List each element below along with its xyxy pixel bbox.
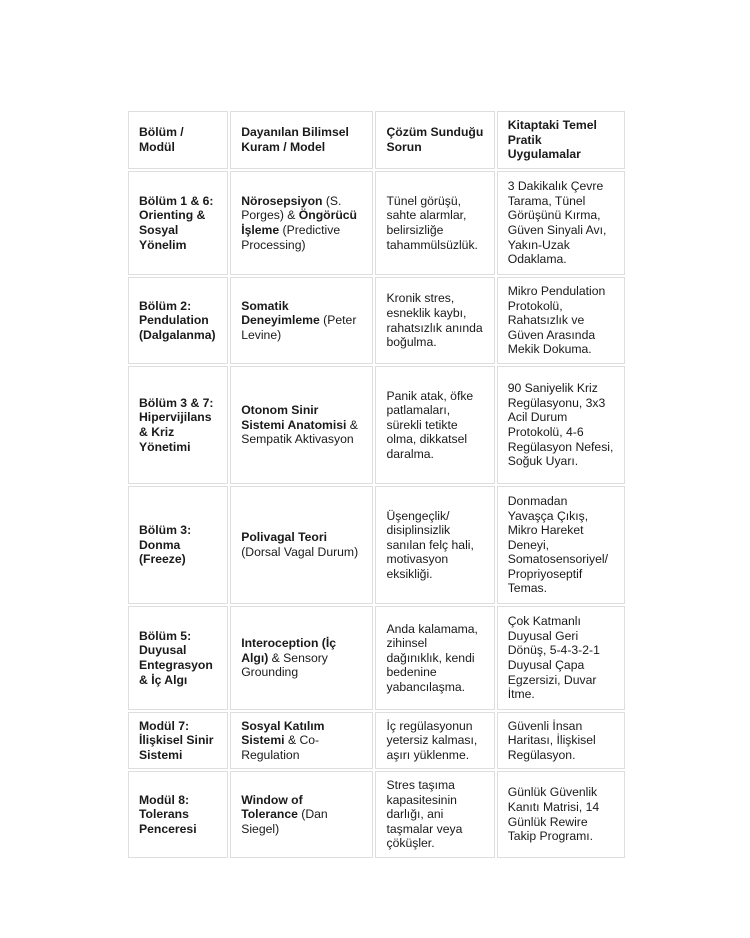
model-name: Sosyal Katılım Sistemi <box>241 718 325 748</box>
header-cell-problem: Çözüm Sunduğu Sorun <box>375 111 494 169</box>
model-name: Window of Tolerance <box>241 792 303 822</box>
model-detail-2: (Predictive Processing) <box>241 223 341 252</box>
model-detail: & Co-Regulation <box>241 733 320 762</box>
model-detail: (S. Porges) & <box>241 193 342 223</box>
model-name: Interoception (İç Algı) <box>241 636 337 665</box>
model-name: Nörosepsiyon <box>241 193 323 208</box>
model-name: Polivagal Teori <box>241 530 327 545</box>
model-cell <box>230 712 373 769</box>
section-cell: Bölüm 3: Donma (Freeze) <box>128 486 228 604</box>
section-cell: Bölüm 2: Pendulation (Dalgalanma) <box>128 277 228 364</box>
table-header-row <box>128 111 625 169</box>
problem-cell: Üşengeçlik/ disiplinsizlik sanılan felç hali, motivasyon eksikliği. <box>375 486 494 604</box>
model-detail: (Peter Levine) <box>241 313 357 342</box>
section-cell: Modül 7: İlişkisel Sinir Sistemi <box>128 712 228 769</box>
table-row <box>128 606 625 710</box>
problem-cell: İç regülasyonun yetersiz kalması, aşırı yüklenme. <box>375 712 494 769</box>
table-row <box>128 771 625 858</box>
comparison-table <box>126 109 627 860</box>
header-cell-section: Bölüm / Modül <box>128 111 228 169</box>
section-cell: Bölüm 5: Duyusal Entegrasyon & İç Algı <box>128 606 228 710</box>
header-cell-practice: Kitaptaki Temel Pratik Uygulamalar <box>497 111 625 169</box>
model-detail: & Sensory Grounding <box>241 650 328 680</box>
section-cell: Bölüm 3 & 7: Hipervijilans & Kriz Yönetimi <box>128 366 228 484</box>
table-row <box>128 277 625 364</box>
model-cell <box>230 366 373 484</box>
header-cell-model: Dayanılan Bilimsel Kuram / Model <box>230 111 373 169</box>
model-name: Somatik Deneyimleme <box>241 298 320 328</box>
model-cell <box>230 277 373 364</box>
practice-cell: Çok Katmanlı Duyusal Geri Dönüş, 5-4-3-2-1 Duyusal Çapa Egzersizi, Duvar İtme. <box>497 606 625 710</box>
model-name-2: Öngörücü İşleme <box>241 208 358 237</box>
model-cell <box>230 771 373 858</box>
practice-cell: Güvenli İnsan Haritası, İlişkisel Regülasyon. <box>497 712 625 769</box>
table-row <box>128 486 625 604</box>
section-cell: Bölüm 1 & 6: Orienting & Sosyal Yönelim <box>128 171 228 275</box>
table-row <box>128 171 625 275</box>
practice-cell: 90 Saniyelik Kriz Regülasyonu, 3x3 Acil Durum Protokolü, 4-6 Regülasyon Nefesi, Soğuk Uyarı. <box>497 366 625 484</box>
table-row <box>128 366 625 484</box>
model-cell <box>230 486 373 604</box>
practice-cell: 3 Dakikalık Çevre Tarama, Tünel Görüşünü Kırma, Güven Sinyali Avı, Yakın-Uzak Odaklama. <box>497 171 625 275</box>
practice-cell: Mikro Pendulation Protokolü, Rahatsızlık ve Güven Arasında Mekik Dokuma. <box>497 277 625 364</box>
problem-cell: Panik atak, öfke patlamaları, sürekli tetikte olma, dikkatsel daralma. <box>375 366 494 484</box>
table-row <box>128 712 625 769</box>
model-cell <box>230 606 373 710</box>
problem-cell: Tünel görüşü, sahte alarmlar, belirsizliğe tahammülsüzlük. <box>375 171 494 275</box>
problem-cell: Stres taşıma kapasitesinin darlığı, ani taşmalar veya çöküşler. <box>375 771 494 858</box>
model-detail: (Dorsal Vagal Durum) <box>241 545 359 559</box>
practice-cell: Günlük Güvenlik Kanıtı Matrisi, 14 Günlük Rewire Takip Programı. <box>497 771 625 858</box>
model-name: Otonom Sinir Sistemi Anatomisi <box>241 403 347 432</box>
model-detail: (Dan Siegel) <box>241 807 328 836</box>
problem-cell: Anda kalamama, zihinsel dağınıklık, kendi bedenine yabancılaşma. <box>375 606 494 710</box>
model-cell <box>230 171 373 275</box>
practice-cell: Donmadan Yavaşça Çıkış, Mikro Hareket Deneyi, Somatosensoriyel/ Propriyoseptif Temas. <box>497 486 625 604</box>
section-cell: Modül 8: Tolerans Penceresi <box>128 771 228 858</box>
model-detail: & Sempatik Aktivasyon <box>241 417 358 447</box>
problem-cell: Kronik stres, esneklik kaybı, rahatsızlık anında boğulma. <box>375 277 494 364</box>
